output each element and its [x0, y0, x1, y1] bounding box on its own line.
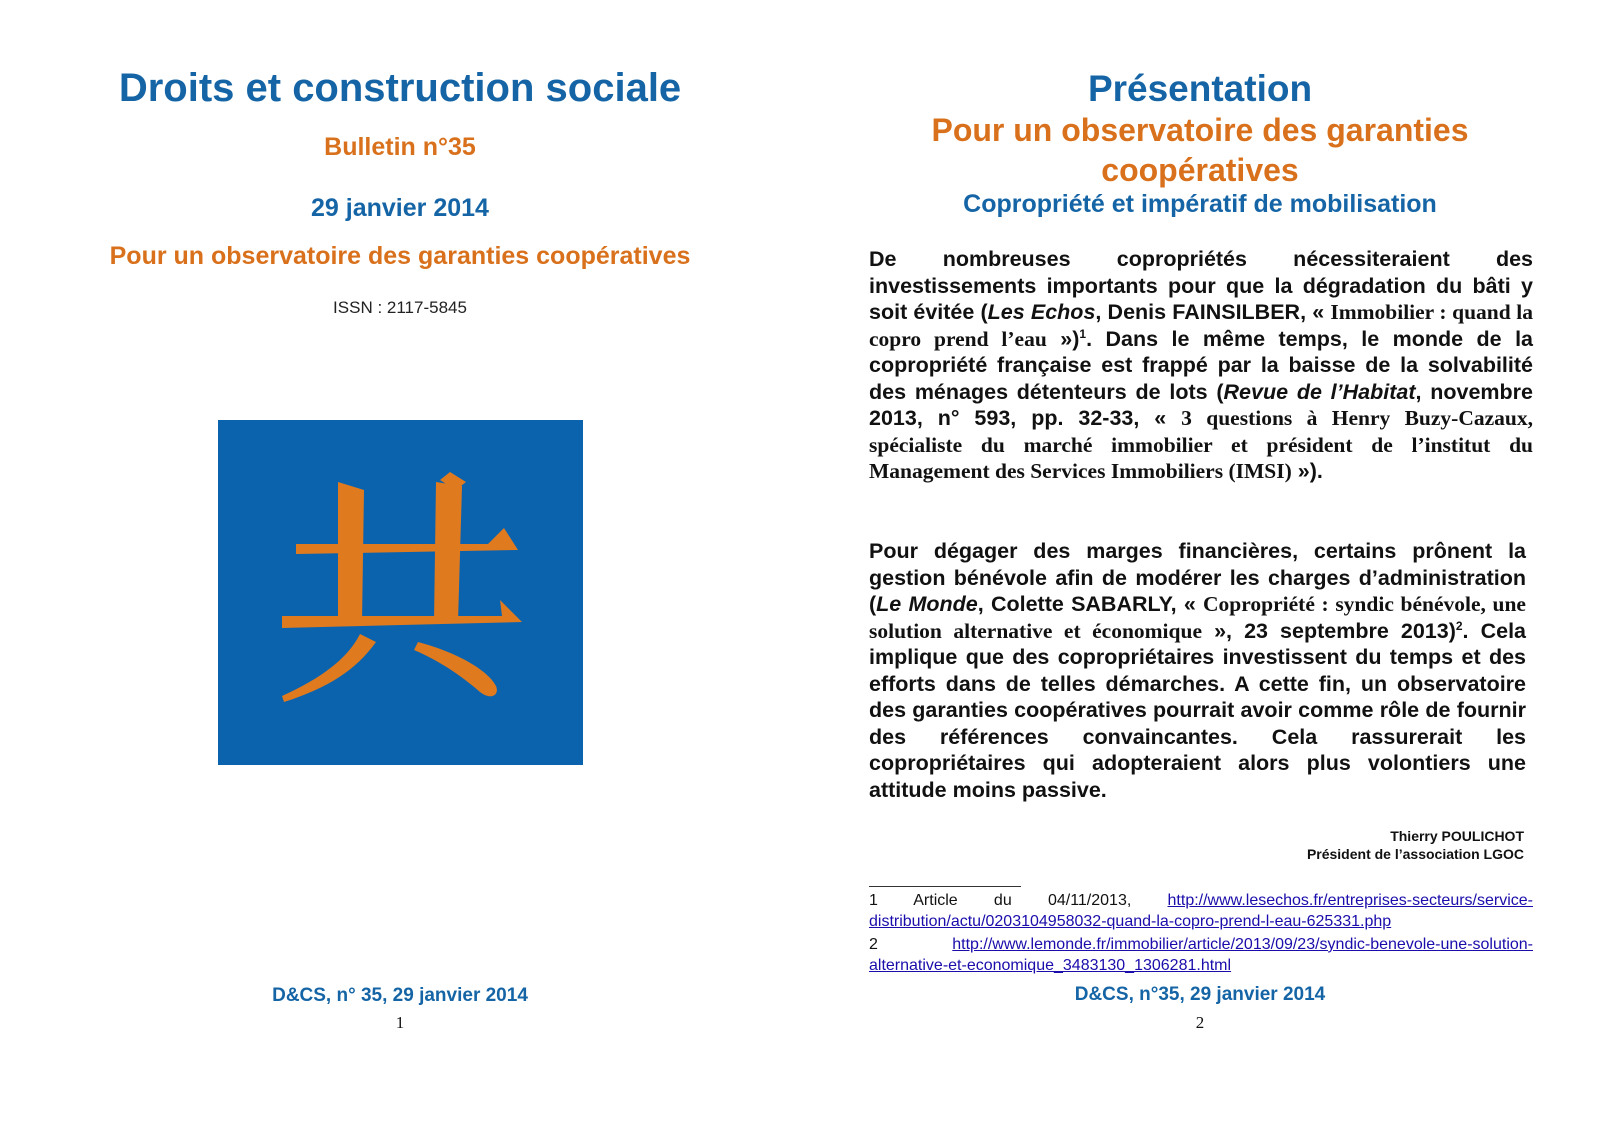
presentation-subtitle-2: Copropriété et impératif de mobilisation: [963, 190, 1437, 218]
page-footer: D&CS, n° 35, 29 janvier 2014: [272, 985, 528, 1006]
footnote-ref-2[interactable]: 2: [1455, 618, 1463, 633]
paragraph-2: Pour dégager des marges financières, certains prônent la gestion bénévole afin de modérer les charges d’administration (Le Monde, Colette SABARLY, « Copropriété : syndic bénévole, une solution alternative et économique », 23 septembre 2013)$^2$. Cela implique que des copropriétaires investissent du temps et des efforts dans de telles démarches. A cette fin, un observatoire des garanties coopératives pourrait avoir comme rôle de fournir des références convaincantes. Cela rassurerait les copropriétaires qui adopteraient alors plus volontiers une attitude moins passive.: [869, 539, 1527, 802]
footnote-1: 1 Article du 04/11/2013, http://www.lesechos.fr/entreprises-secteurs/service-distribution/actu/0203104958032-quand-la-copro-prend-l-eau-625331.php: [869, 892, 1533, 930]
footnote-1-link[interactable]: http://www.lesechos.fr/entreprises-secteurs/service-distribution/actu/0203104958032-quand-la-copro-prend-l-eau-625331.php: [869, 892, 1533, 930]
issn-label: ISSN : 2117-5845: [333, 298, 467, 317]
presentation-title: Présentation: [1087, 68, 1313, 109]
footnote-ref-1[interactable]: 1: [1079, 326, 1087, 341]
bulletin-title: Droits et construction sociale: [118, 66, 682, 110]
signature-name: Thierry POULICHOT: [1390, 828, 1524, 844]
right-page: [800, 0, 1600, 1130]
footnote-divider: [869, 886, 1021, 887]
footnote-2-link[interactable]: http://www.lemonde.fr/immobilier/article/2013/09/23/syndic-benevole-une-solution-alternative-et-economique_3483130_1306281.html: [869, 936, 1533, 974]
page-footer: D&CS, n°35, 29 janvier 2014: [1074, 984, 1326, 1005]
signature-role: Président de l’association LGOC: [1306, 846, 1524, 862]
bulletin-subtitle: Pour un observatoire des garanties coopératives: [109, 242, 691, 270]
gong-character-icon: [218, 420, 583, 765]
bulletin-number: Bulletin n°35: [324, 133, 476, 161]
logo-square: [218, 420, 583, 765]
page-number: 1: [395, 1013, 405, 1032]
footnote-2: 2 http://www.lemonde.fr/immobilier/article/2013/09/23/syndic-benevole-une-solution-alternative-et-economique_3483130_1306281.html: [869, 936, 1533, 974]
page-number: 2: [1195, 1013, 1205, 1032]
bulletin-date: 29 janvier 2014: [311, 194, 489, 222]
paragraph-1: De nombreuses copropriétés nécessiteraient des investissements importants pour que la dégradation du bâti y soit évitée (Les Echos, Denis FAINSILBER, « Immobilier : quand la copro prend l’eau »)$^1$. Dans le même temps, le monde de la copropriété française est frappé par la baisse de la solvabilité des ménages détenteurs de lots (Revue de l’Habitat, novembre 2013, n° 593, pp. 32-33, « 3 questions à Henry Buzy-Cazaux, spécialiste du marché immobilier et président de l’institut du Management des Services Immobiliers (IMSI) »).: [869, 247, 1534, 483]
presentation-subtitle: Pour un observatoire des garanties coopératives: [931, 112, 1469, 188]
